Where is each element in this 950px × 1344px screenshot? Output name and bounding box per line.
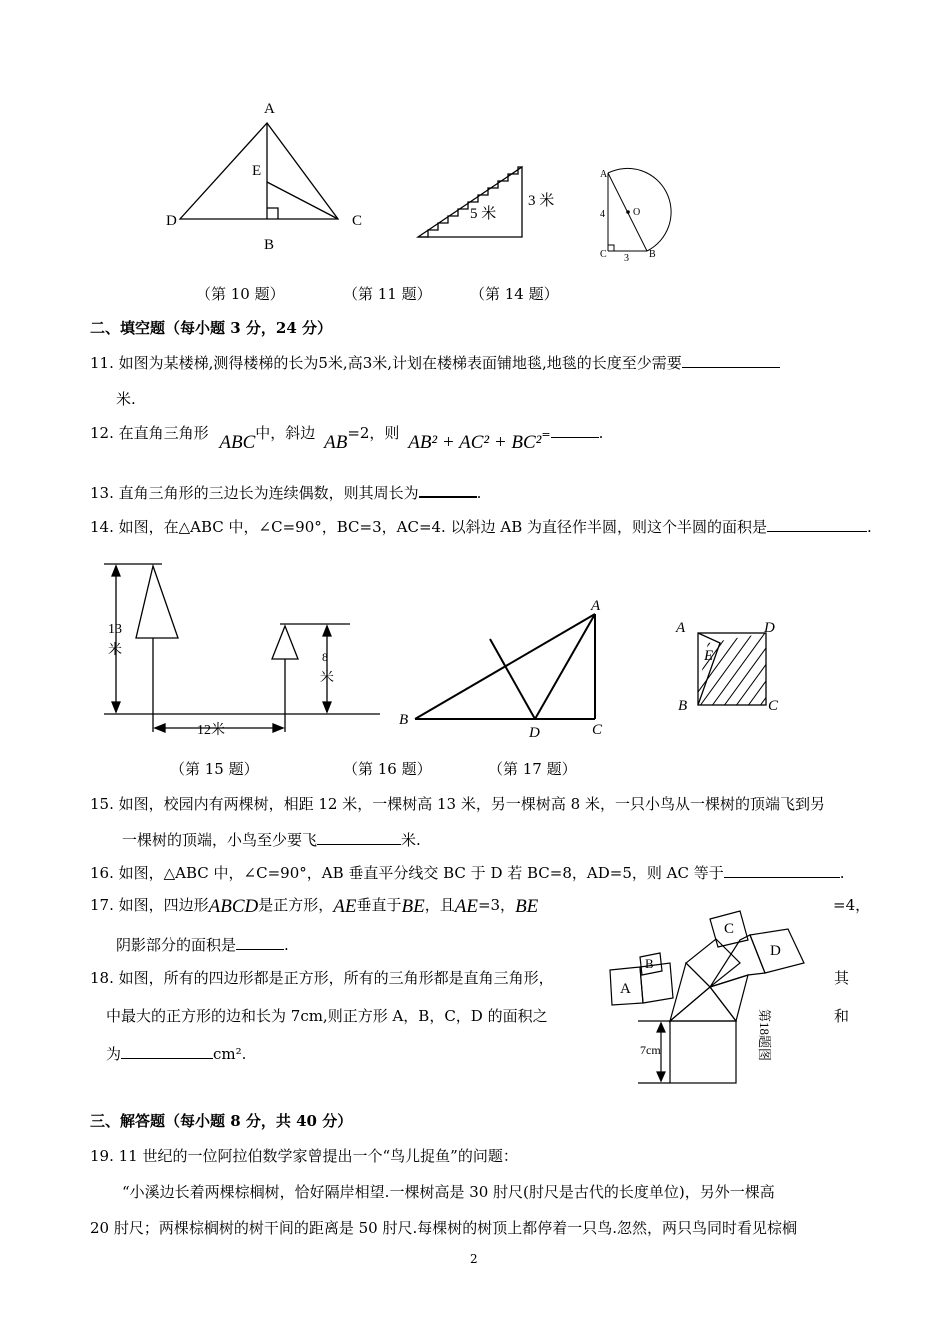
fig15-tall-tree-crown — [136, 566, 178, 638]
fig15-short-label: 8 — [322, 650, 328, 664]
q11-tail: 米. — [116, 390, 136, 408]
q12-expression: AB² + AC² + BC² — [408, 432, 542, 453]
fig10-label-e: E — [252, 163, 262, 179]
q18-answer-blank[interactable] — [121, 1044, 213, 1059]
fig17-label-d: D — [764, 620, 775, 636]
fig14-label-side-cb: 3 — [624, 253, 629, 264]
fig10-label-d: D — [166, 213, 177, 229]
section-3-heading: 三、解答题（每小题 8 分，共 40 分） — [90, 1112, 353, 1130]
section-2-heading: 二、填空题（每小题 3 分，24 分） — [90, 319, 332, 337]
q11-text: 11. 如图为某楼梯,测得楼梯的长为5米,高3米,计划在楼梯表面铺地毯,地毯的长度至少需要 — [90, 354, 682, 372]
figure-17 — [670, 615, 790, 720]
fig16-segment-ad — [535, 614, 595, 719]
fig17-label-e: E — [704, 648, 714, 664]
question-17-line1: 17. 如图，四边形ABCD是正方形，AE垂直于BE，且AE=3，BE — [90, 896, 539, 917]
q13-answer-blank[interactable] — [419, 482, 477, 498]
fig18-label-len: 7cm — [640, 1043, 661, 1057]
fig17-label-c: C — [768, 698, 779, 714]
q17-be-value: =4， — [833, 896, 871, 914]
fig15-dist-label: 12米 — [197, 723, 225, 738]
fig14-label-o: O — [633, 207, 641, 218]
page-number: 2 — [470, 1252, 478, 1266]
q14-answer-blank[interactable] — [767, 517, 867, 532]
fig15-short-tree-crown — [272, 626, 298, 659]
fig16-label-b: B — [399, 712, 409, 728]
figure-10 — [160, 95, 370, 260]
question-18-line2: 中最大的正方形的边和长为 7cm,则正方形 A，B，C，D 的面积之 — [106, 1007, 548, 1025]
fig14-label-side-ac: 4 — [600, 209, 605, 220]
fig17-label-a: A — [676, 620, 686, 636]
question-11 — [90, 352, 780, 373]
question-17-line2: 阴影部分的面积是 . — [116, 936, 289, 954]
fig17-label-b: B — [678, 698, 688, 714]
fig11-hyp-label: 5 米 — [470, 206, 497, 222]
question-18-line1: 18. 如图，所有的四边形都是正方形，所有的三角形都是直角三角形， — [90, 969, 554, 987]
fig18-label-b: B — [645, 956, 654, 971]
question-16: 16. 如图，△ABC 中，∠C=90°，AB 垂直平分线交 BC 于 D 若 BC=8，AD=5，则 AC 等于 . — [90, 864, 845, 882]
fig14-label-b: B — [649, 249, 656, 260]
figure-14 — [595, 165, 675, 265]
q12-abc: ABC — [219, 432, 256, 453]
fig14-label-c: C — [600, 249, 607, 260]
fig18-big-square — [670, 1021, 736, 1083]
fig10-label-c: C — [352, 213, 363, 229]
fig15-tall-label: 13 — [108, 622, 122, 637]
fig18-caption: 第18题图 — [757, 1009, 772, 1062]
caption-15: （第 15 题） — [170, 760, 259, 778]
caption-10: （第 10 题） — [196, 285, 285, 303]
q16-answer-blank[interactable] — [724, 863, 840, 878]
caption-11: （第 11 题） — [343, 285, 432, 303]
caption-16: （第 16 题） — [343, 760, 432, 778]
question-14: 14. 如图，在△ABC 中，∠C=90°，BC=3，AC=4. 以斜边 AB 为直径作半圆，则这个半圆的面积是 . — [90, 518, 872, 536]
fig11-height-label: 3 米 — [528, 193, 555, 209]
caption-14: （第 14 题） — [470, 285, 559, 303]
question-18-line3: 为 cm². — [106, 1045, 247, 1063]
figure-11 — [414, 160, 564, 245]
question-19-line3: 20 肘尺；两棵棕榈树的树干间的距离是 50 肘尺.每棵树的树顶上都停着一只鸟.忽然，两只鸟同时看见棕榈 — [90, 1219, 798, 1237]
fig16-label-d: D — [529, 725, 540, 741]
q12-ab: AB — [324, 432, 348, 453]
fig16-label-a: A — [591, 598, 601, 614]
fig15-tall-unit: 米 — [108, 643, 122, 658]
question-19-line2: “小溪边长着两棵棕榈树，恰好隔岸相望.一棵树高是 30 肘尺(肘尺是古代的长度单位)，另外一棵高 — [122, 1183, 775, 1201]
question-15-line1: 15. 如图，校园内有两棵树，相距 12 米，一棵树高 13 米，另一棵树高 8 米，一只小鸟从一棵树的顶端飞到另 — [90, 795, 825, 813]
fig16-perp-bisector — [490, 639, 535, 719]
fig10-right-angle — [267, 208, 278, 219]
q17-answer-blank[interactable] — [236, 935, 284, 950]
q15-answer-blank[interactable] — [317, 830, 401, 845]
question-18-line2-end: 和 — [834, 1007, 850, 1025]
fig16-label-c: C — [592, 722, 603, 738]
question-19-line1: 19. 11 世纪的一位阿拉伯数学家曾提出一个“鸟儿捉鱼”的问题： — [90, 1147, 518, 1165]
fig15-short-unit: 米 — [320, 671, 334, 686]
q11-answer-blank[interactable] — [682, 353, 780, 368]
fig18-label-c: C — [724, 921, 735, 937]
q12-answer-blank[interactable] — [551, 423, 599, 438]
question-12: 12. 在直角三角形 ABC中，斜边 AB=2，则 AB² + AC² + BC²= . — [90, 424, 604, 453]
fig18-label-d: D — [770, 943, 781, 959]
figure-16 — [395, 592, 615, 742]
caption-17: （第 17 题） — [488, 760, 577, 778]
fig14-label-a: A — [600, 169, 608, 180]
fig10-label-b: B — [264, 237, 275, 253]
figure-18 — [600, 905, 830, 1090]
question-18-line1-end: 其 — [834, 969, 850, 987]
question-13: 13. 直角三角形的三边长为连续偶数，则其周长为 . — [90, 484, 482, 502]
fig18-label-a: A — [620, 981, 631, 997]
question-15-line2: 一棵树的顶端，小鸟至少要飞 米. — [122, 831, 421, 849]
figure-15 — [100, 558, 385, 743]
fig10-label-a: A — [264, 101, 275, 117]
